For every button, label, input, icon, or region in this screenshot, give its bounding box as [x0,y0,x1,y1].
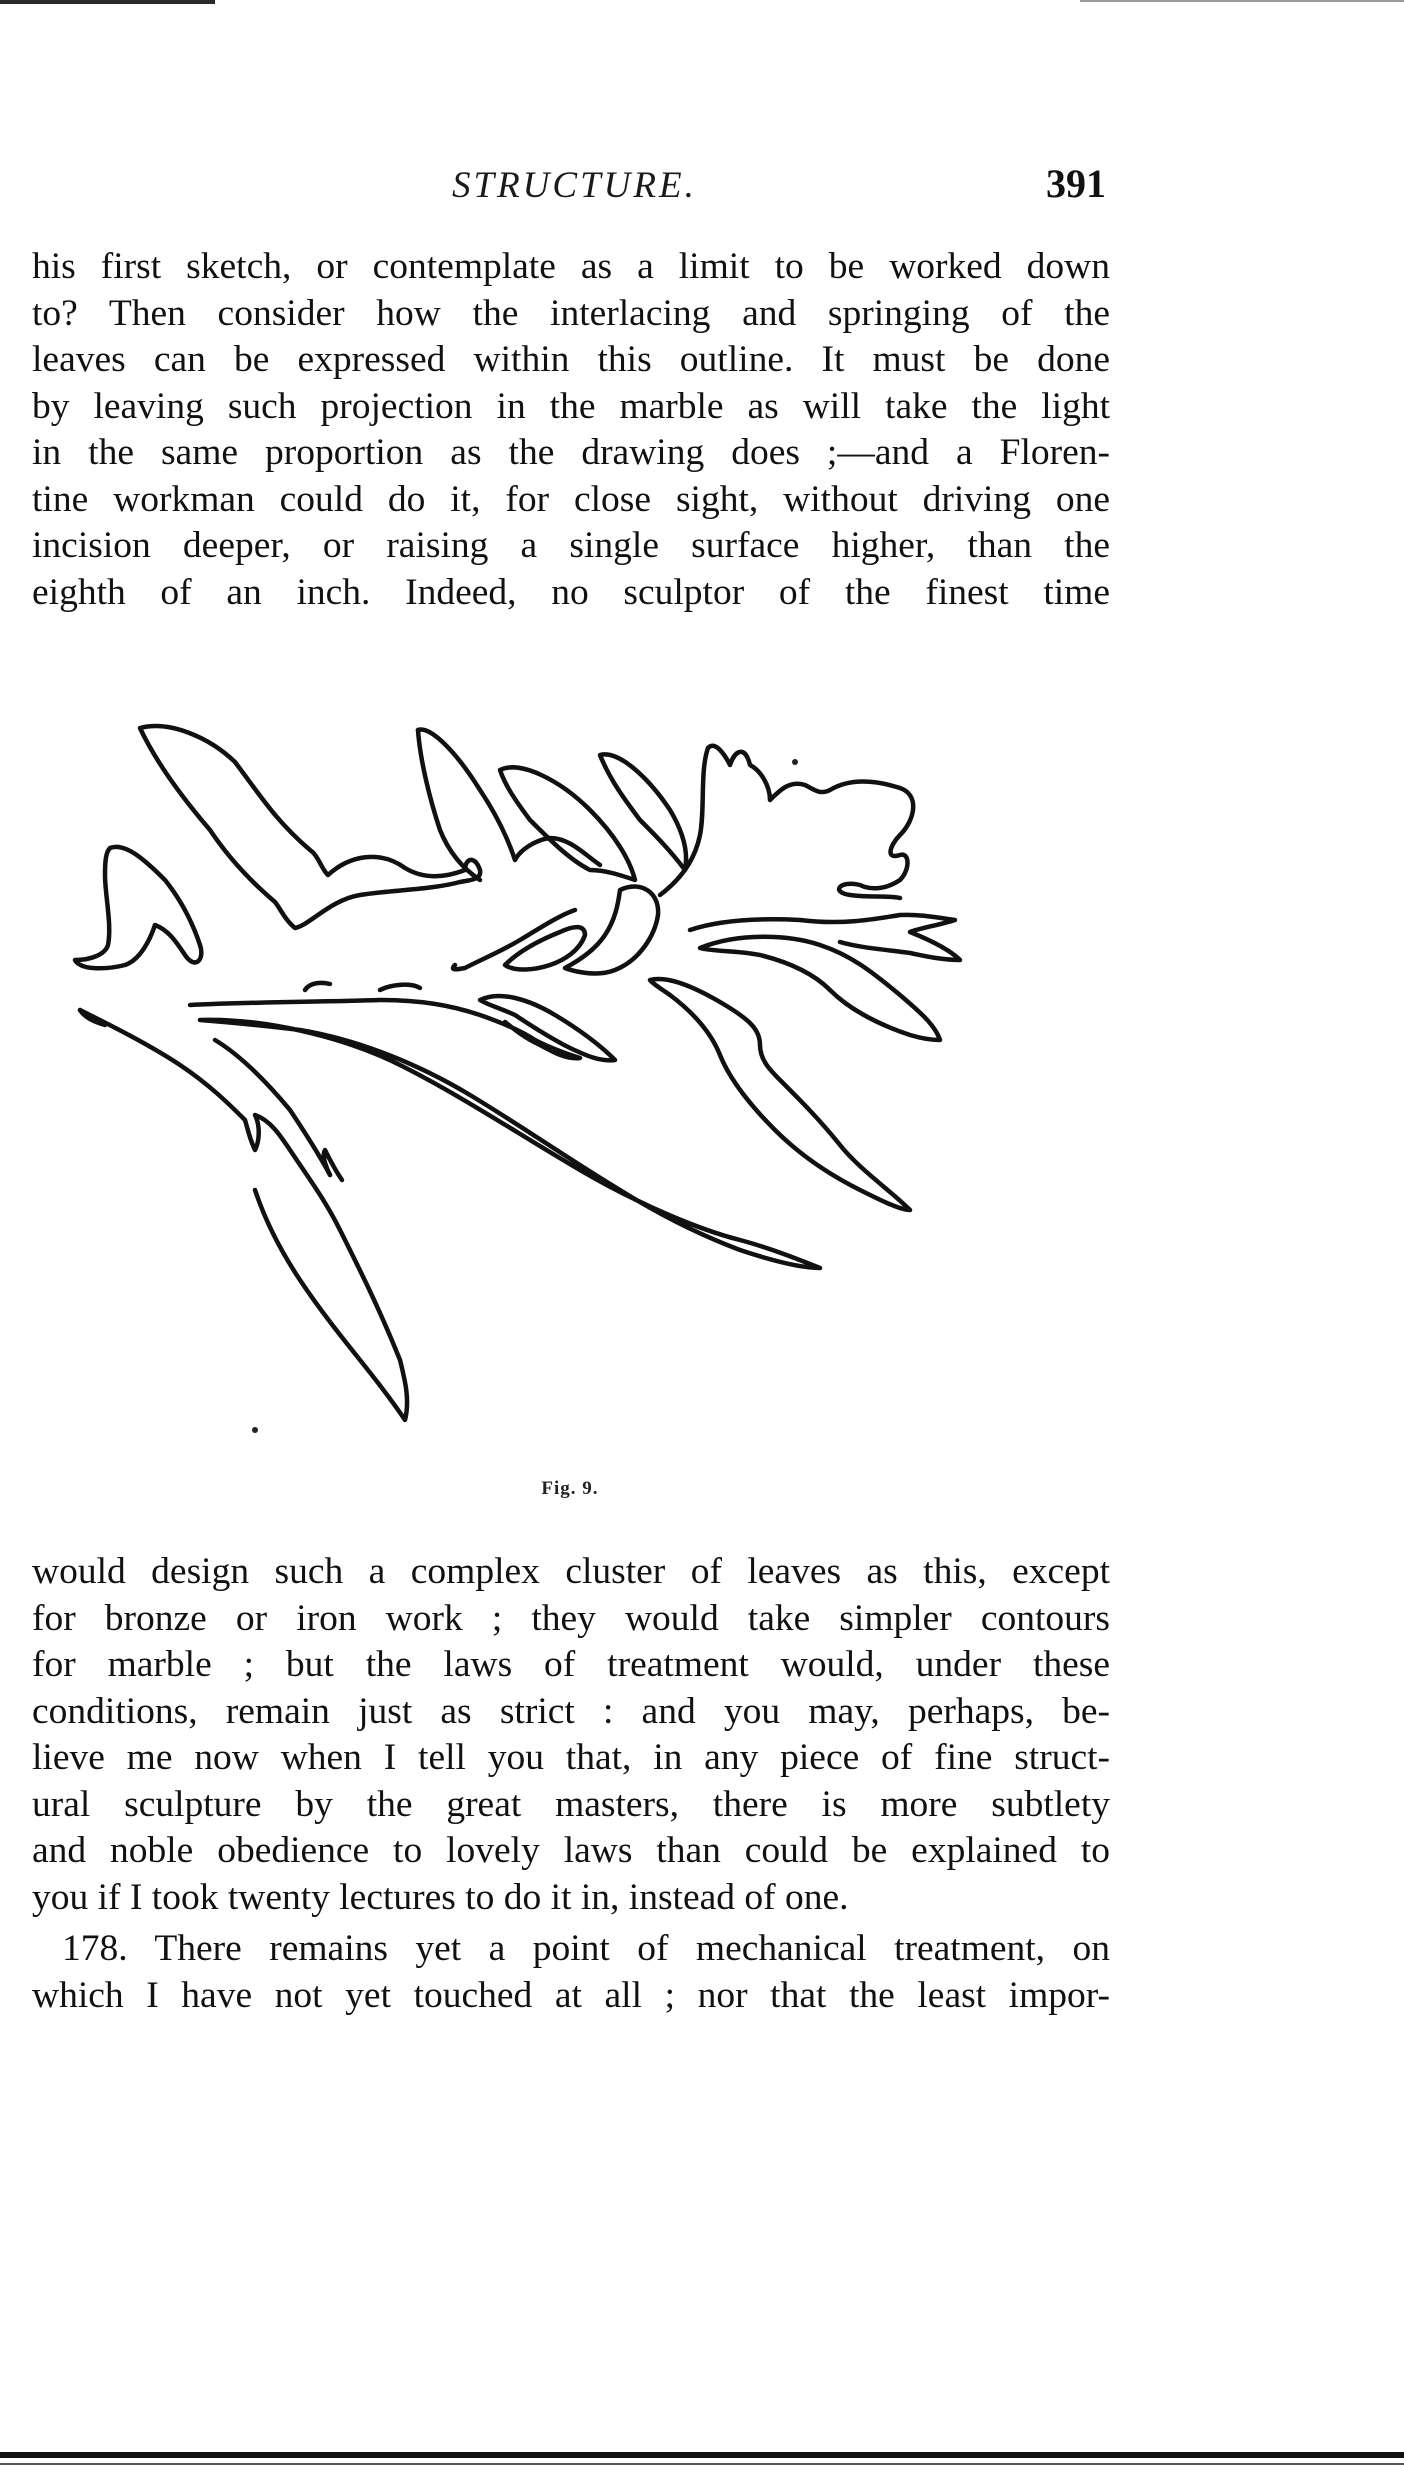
text-line: his first sketch, or contemplate as a limit to be worked down [32,246,1110,287]
text-line: ural sculpture by the great masters, there is more subtlety [32,1783,1110,1825]
text-line: which I have not yet touched at all ; nor that the least impor- [32,1974,1110,2016]
text-line: leaves can be expressed within this outline. It must be done [32,339,1110,380]
figure-caption: Fig. 9. [541,1478,599,1499]
text-line: conditions, remain just as strict : and you may, perhaps, be- [32,1690,1110,1732]
page-header [0,161,1404,214]
bottom-edge-rule [0,2452,1404,2458]
paragraph-bottom [32,1549,1110,1921]
leaf-cluster-icon [60,670,1080,1470]
text-line: and noble obedience to lovely laws than could be explained to [32,1830,1110,1871]
text-line: in the same proportion as the drawing does ;—and a Floren- [32,432,1110,473]
text-line: lieve me now when I tell you that, in any piece of fine struct- [32,1737,1110,1778]
text-line: for bronze or iron work ; they would take simpler contours [32,1597,1110,1639]
text-line: tine workman could do it, for close sight, without driving one [32,478,1110,520]
bottom-edge-rule-thin [0,2463,1404,2465]
figure-leaf-cluster [60,670,1080,1470]
text-line: for marble ; but the laws of treatment would, under these [32,1644,1110,1685]
text-line: incision deeper, or raising a single surface higher, than the [32,525,1110,566]
text-line: by leaving such projection in the marble as will take the light [32,385,1110,427]
text-line: eighth of an inch. Indeed, no sculptor of the finest time [32,571,1110,613]
text-line: 178. There remains yet a point of mechanical treatment, on [62,1928,1110,1969]
text-line: would design such a complex cluster of leaves as this, except [32,1551,1110,1592]
top-edge-rule-right [1080,0,1404,2]
page-number: 391 [1046,161,1106,206]
paragraph-178 [32,1926,1110,2019]
text-line: to? Then consider how the interlacing and springing of the [32,292,1110,334]
paragraph-top [32,244,1110,616]
text-line: you if I took twenty lectures to do it in, instead of one. [32,1876,849,1918]
top-edge-rule [0,0,215,4]
running-title: STRUCTURE. [452,165,697,206]
